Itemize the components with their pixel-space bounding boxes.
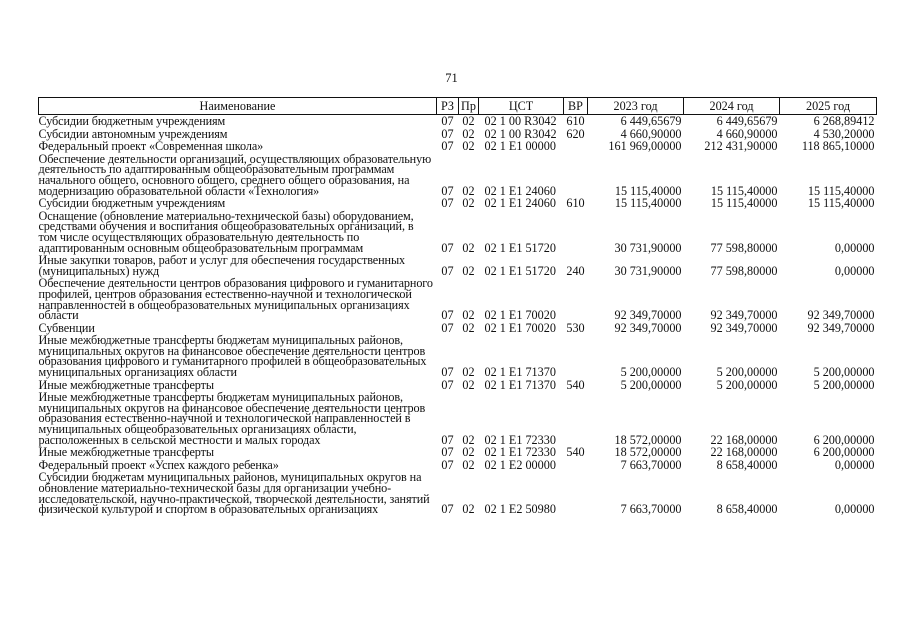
row-pr: 02 [462,126,475,141]
row-amount-2024: 8 658,40000 [716,457,778,472]
row-name: Субсидии автономным учреждениям [38,126,228,141]
row-pr: 02 [462,502,475,517]
row-amount-2023: 5 200,00000 [620,365,682,380]
row-cst: 02 1 E1 72330 [484,445,556,460]
row-name: Субсидии бюджетным учреждениям [38,114,226,128]
row-name: Субсидии бюджетам муниципальных районов, муниципальных округов на обновление материально-технической базы для организации учебно-исследовательской, научно-практической, творческой деятельности, занятий физической культурой и спортом в образовательных организациях [38,470,430,517]
row-vr: 240 [566,263,585,278]
row-amount-2023: 7 663,70000 [620,502,682,517]
row-name: Иные межбюджетные трансферты [38,377,214,392]
row-rz: 07 [441,432,454,447]
row-amount-2023: 18 572,00000 [614,432,682,447]
row-vr [564,471,588,515]
row-name: Иные межбюджетные трансферты бюджетам муниципальных районов, муниципальных округов на финансовое обеспечение деятельности центров образования цифрового и гуманитарного профилей в общеобразовательных муниципальных организациях области [38,333,427,380]
row-amount-2025: 15 115,40000 [807,183,875,198]
row-vr: 610 [566,114,585,128]
row-vr [564,140,588,153]
row-pr: 02 [462,114,475,128]
table-row [39,446,877,459]
row-amount-2024: 92 349,70000 [710,308,778,323]
row-amount-2025: 5 200,00000 [813,365,875,380]
row-amount-2024: 212 431,90000 [704,139,778,154]
row-amount-2023: 30 731,90000 [614,240,682,255]
row-vr: 610 [566,196,585,211]
row-amount-2024: 22 168,00000 [710,432,778,447]
header-pr: Пр [459,98,479,115]
row-amount-2025: 6 200,00000 [813,445,875,460]
row-amount-2025: 118 865,10000 [801,139,875,154]
row-rz: 07 [441,139,454,154]
header-2024: 2024 год [684,98,780,115]
row-amount-2024: 8 658,40000 [716,502,778,517]
row-amount-2024: 6 449,65679 [716,114,778,128]
row-vr: 540 [566,445,585,460]
row-amount-2024: 15 115,40000 [710,196,778,211]
row-name: Иные закупки товаров, работ и услуг для обеспечения государственных (муниципальных) нужд [38,253,406,278]
row-amount-2025: 0,00000 [834,240,875,255]
row-name: Иные межбюджетные трансферты [38,445,214,460]
row-amount-2025: 5 200,00000 [813,377,875,392]
table-body [39,115,877,516]
row-cst: 02 1 00 R3042 [484,114,557,128]
row-amount-2023: 161 969,00000 [608,139,682,154]
row-pr: 02 [462,263,475,278]
budget-table [38,97,877,516]
row-name: Субсидии бюджетным учреждениям [38,196,226,211]
row-cst: 02 1 E1 71370 [484,365,556,380]
row-amount-2023: 5 200,00000 [620,377,682,392]
row-amount-2025: 92 349,70000 [807,320,875,335]
row-amount-2025: 92 349,70000 [807,308,875,323]
row-cst: 02 1 E1 51720 [484,263,556,278]
row-vr: 540 [566,377,585,392]
row-amount-2024: 77 598,80000 [710,240,778,255]
row-vr [564,459,588,472]
row-amount-2025: 0,00000 [834,502,875,517]
row-rz: 07 [441,114,454,128]
row-amount-2023: 92 349,70000 [614,308,682,323]
row-pr: 02 [462,432,475,447]
header-cst: ЦСТ [479,98,564,115]
row-rz: 07 [441,320,454,335]
row-vr: 620 [566,126,585,141]
row-vr [564,153,588,197]
table-row [39,115,877,128]
row-pr: 02 [462,240,475,255]
row-rz: 07 [441,502,454,517]
header-vr: ВР [564,98,588,115]
row-cst: 02 1 E1 24060 [484,183,556,198]
row-vr: 530 [566,320,585,335]
row-rz: 07 [441,240,454,255]
row-cst: 02 1 E1 24060 [484,196,556,211]
row-cst: 02 1 E2 50980 [484,502,556,517]
row-cst: 02 1 00 R3042 [484,126,557,141]
header-2025: 2025 год [780,98,877,115]
table-row [39,254,877,277]
row-rz: 07 [441,183,454,198]
table-header-row [39,98,877,115]
row-amount-2024: 22 168,00000 [710,445,778,460]
row-name: Обеспечение деятельности центров образования цифрового и гуманитарного профилей, центров образования естественно-научной и технологической направленностей в общеобразовательных муниципальных организациях области [38,276,433,323]
table-row [39,210,877,254]
row-amount-2024: 15 115,40000 [710,183,778,198]
table-row [39,334,877,378]
table-row [39,153,877,197]
row-cst: 02 1 E1 71370 [484,377,556,392]
row-rz: 07 [441,196,454,211]
row-pr: 02 [462,139,475,154]
row-amount-2023: 92 349,70000 [614,320,682,335]
row-pr: 02 [462,308,475,323]
row-amount-2024: 77 598,80000 [710,263,778,278]
row-pr: 02 [462,457,475,472]
header-2023: 2023 год [588,98,684,115]
row-name: Обеспечение деятельности организаций, осуществляющих образовательную деятельность по адаптированным общеобразовательным программам начального общего, основного общего, среднего общего образования, на модернизацию образовательной области «Технология» [38,151,432,198]
row-rz: 07 [441,263,454,278]
row-pr: 02 [462,445,475,460]
row-vr [564,391,588,446]
row-name: Иные межбюджетные трансферты бюджетам муниципальных районов, муниципальных округов на финансовое обеспечение деятельности центров образования естественно-научной и технологической направленностей в муниципальных общеобразовательных организациях области, расположенных в сельской местности и малых городах [38,390,426,447]
row-pr: 02 [462,183,475,198]
row-amount-2025: 0,00000 [834,263,875,278]
row-cst: 02 1 E1 70020 [484,320,556,335]
row-amount-2025: 15 115,40000 [807,196,875,211]
row-rz: 07 [441,126,454,141]
row-pr: 02 [462,377,475,392]
row-pr: 02 [462,365,475,380]
page-number: 71 [445,71,458,85]
table-row [39,197,877,210]
row-rz: 07 [441,457,454,472]
row-amount-2025: 6 200,00000 [813,432,875,447]
row-cst: 02 1 E1 70020 [484,308,556,323]
row-cst: 02 1 E2 00000 [484,457,556,472]
row-rz: 07 [441,365,454,380]
table-row [39,277,877,321]
row-rz: 07 [441,377,454,392]
row-amount-2023: 15 115,40000 [614,183,682,198]
row-amount-2023: 18 572,00000 [614,445,682,460]
row-vr [564,210,588,254]
row-pr: 02 [462,196,475,211]
row-amount-2023: 6 449,65679 [620,114,682,128]
header-name: Наименование [39,98,437,115]
header-rz: РЗ [437,98,459,115]
row-amount-2024: 5 200,00000 [716,365,778,380]
row-amount-2024: 5 200,00000 [716,377,778,392]
row-cst: 02 1 E1 72330 [484,432,556,447]
row-name: Оснащение (обновление материально-технической базы) оборудованием, средствами обучения и воспитания общеобразовательных организаций, в том числе осуществляющих образовательную деятельность по адаптированным основным общеобразовательным программам [38,208,414,255]
row-cst: 02 1 E1 51720 [484,240,556,255]
table-row [39,140,877,153]
row-rz: 07 [441,445,454,460]
row-name: Субвенции [38,320,95,335]
row-amount-2024: 92 349,70000 [710,320,778,335]
row-pr: 02 [462,320,475,335]
row-amount-2025: 4 530,20000 [813,126,875,141]
table-row [39,391,877,446]
row-name: Федеральный проект «Современная школа» [38,139,264,154]
row-amount-2025: 6 268,89412 [813,114,875,128]
row-rz: 07 [441,308,454,323]
row-amount-2023: 4 660,90000 [620,126,682,141]
table-row [39,471,877,515]
row-name: Федеральный проект «Успех каждого ребенка» [38,457,279,472]
row-amount-2023: 7 663,70000 [620,457,682,472]
row-vr [564,277,588,321]
row-amount-2025: 0,00000 [834,457,875,472]
row-amount-2023: 30 731,90000 [614,263,682,278]
row-vr [564,334,588,378]
row-amount-2023: 15 115,40000 [614,196,682,211]
row-cst: 02 1 E1 00000 [484,139,556,154]
row-amount-2024: 4 660,90000 [716,126,778,141]
